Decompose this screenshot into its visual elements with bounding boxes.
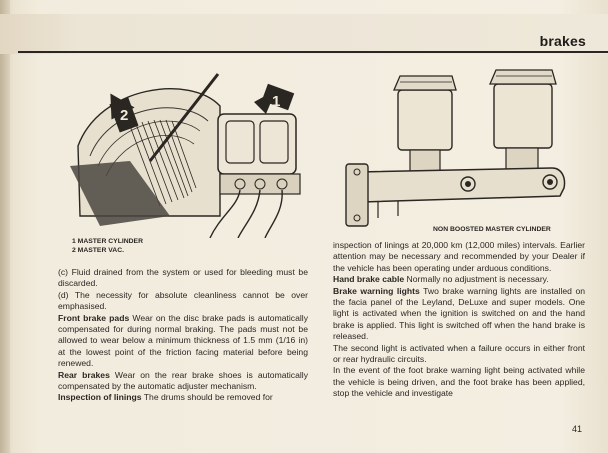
paragraph-heading: Hand brake cable [333,274,405,285]
paragraph-heading: Brake warning lights [333,285,420,296]
header-rule [18,51,608,53]
paragraph-text: In the event of the foot brake warning light being activated while the vehicle is being driven, and the foot brake has been applied, stop the vehicle and investigate [333,365,585,399]
paragraph-text: (d) The necessity for absolute cleanliness cannot be over emphasised. [58,289,308,312]
left-text-column [58,267,308,404]
paragraph [58,370,308,393]
master-vac-illustration [70,66,320,238]
paragraph-text: Normally no adjustment is necessary. [404,274,549,285]
page-binding-edge [0,0,10,453]
header-band [0,14,608,54]
page-number: 41 [571,424,582,434]
master-cylinder-illustration [338,68,570,228]
paragraph-heading: Rear brakes [58,369,110,380]
section-title: brakes [539,33,586,49]
right-text-column [333,240,585,400]
paragraph [58,267,308,290]
paragraph-text: (c) Fluid drained from the system or used for bleeding must be discarded. [58,267,308,289]
paragraph-text: The second light is activated when a failure occurs in either front or rear hydraulic circuits. [333,342,585,365]
paragraph-text: The drums should be removed for [141,392,273,403]
caption-line: 2 MASTER VAC. [72,246,124,254]
right-figure-caption: NON BOOSTED MASTER CYLINDER [433,226,551,233]
paragraph-text: Wear on the rear brake shoes is automatically compensated by the automatic adjuster mechanism. [58,369,308,392]
paragraph [333,343,585,366]
paragraph [58,313,308,370]
paragraph [333,240,585,274]
left-figure-caption [72,238,143,255]
paragraph-text: Two brake warning lights are installed on the facia panel of the Leyland, DeLuxe and super models. One light is activated when the ignition is switched on and the hand brake is applied. This light is switched off when the hand brake is released. [333,285,585,342]
callout-number: 2 [120,107,129,124]
paragraph [333,274,585,285]
paragraph [58,290,308,313]
caption-line: 1 MASTER CYLINDER [72,238,143,245]
paragraph-text: Wear on the disc brake pads is automatically compensated for during normal braking. The pads must not be allowed to wear below a minimum thickness of 1.5 mm (1/16 in) at the lowest point of the friction facing material before being renewed. [58,312,308,369]
paragraph-text: inspection of linings at 20,000 km (12,000 miles) intervals. Earlier attention may be necessary and recommended by your Dealer if the vehicle has been operating under arduous conditions. [333,240,585,273]
paragraph-heading: Front brake pads [58,312,130,323]
paragraph [333,286,585,343]
paragraph [58,392,308,403]
paragraph [333,365,585,399]
paragraph-heading: Inspection of linings [58,392,142,403]
callout-number: 1 [272,93,281,110]
